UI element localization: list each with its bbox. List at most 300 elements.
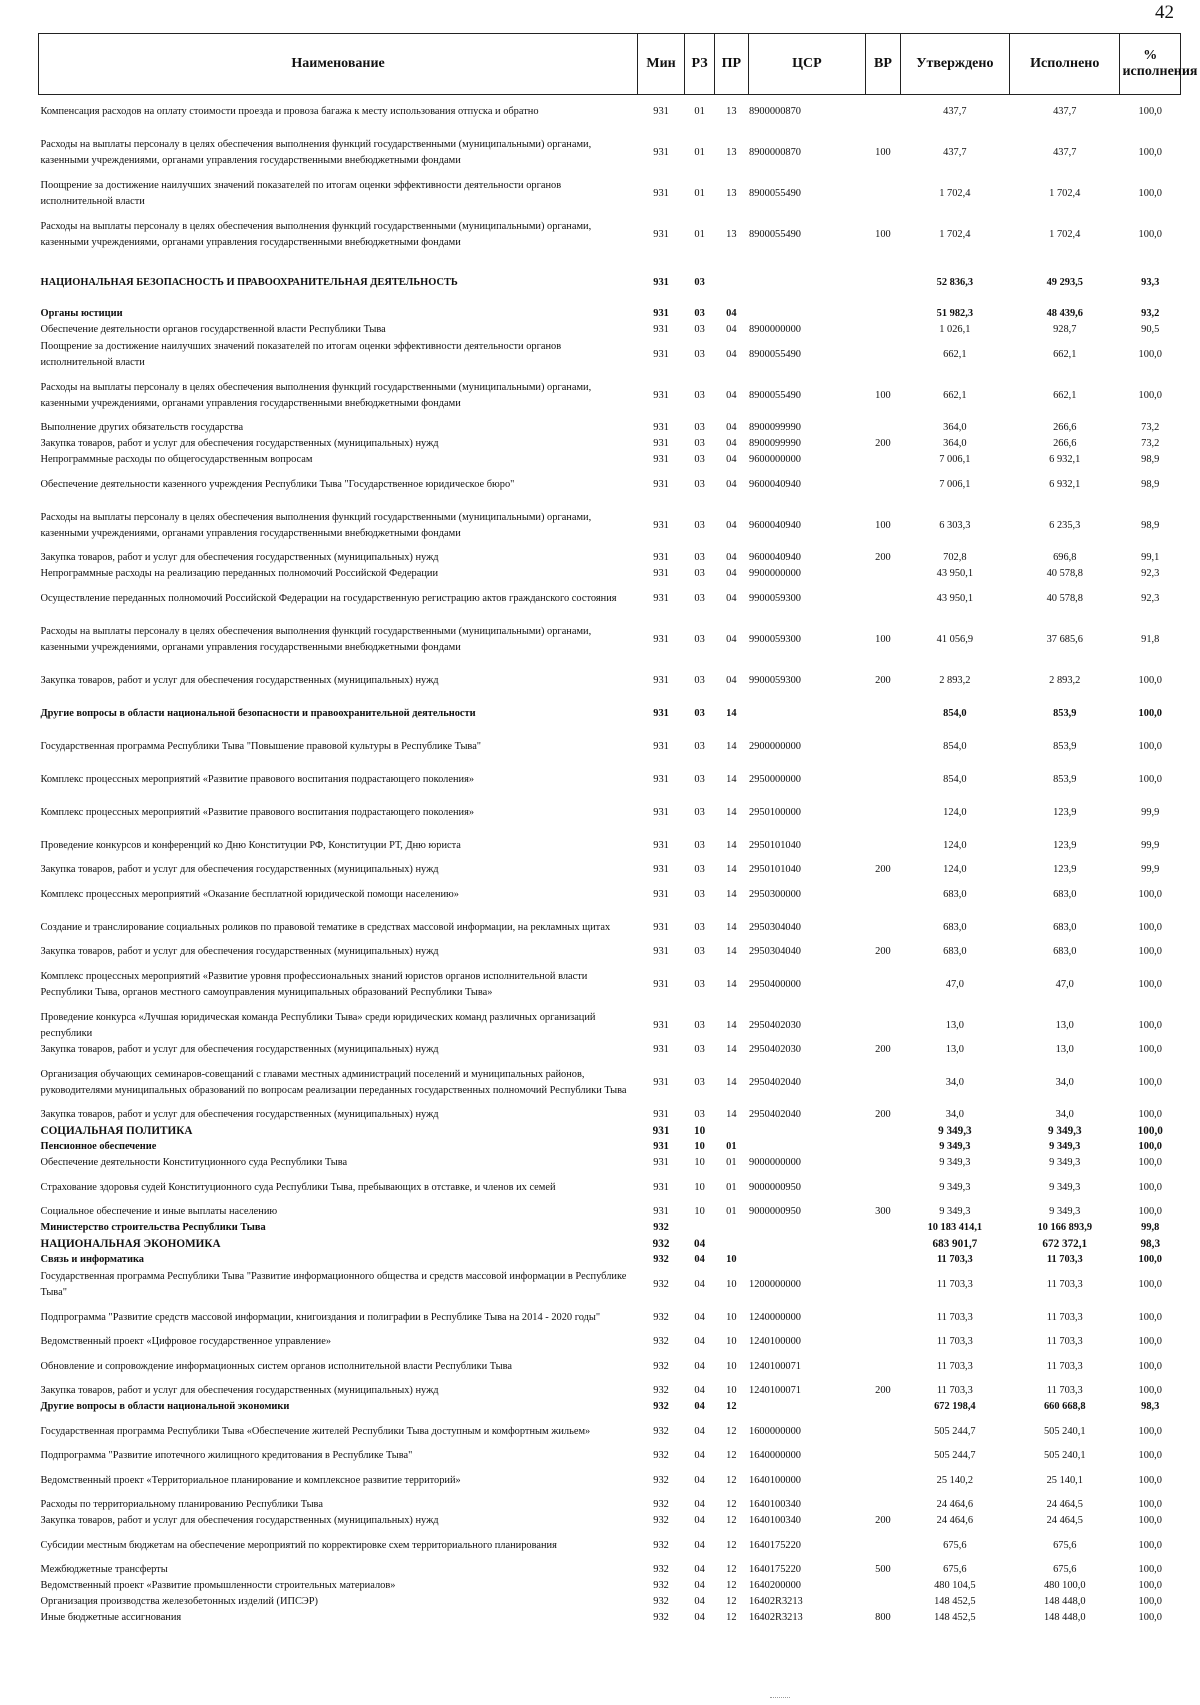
row-approved: 11 703,3 — [936, 1278, 973, 1290]
row-rz: 03 — [694, 674, 705, 686]
row-approved: 11 703,3 — [936, 1360, 973, 1372]
row-approved: 7 006,1 — [939, 454, 971, 465]
row-name: Социальное обеспечение и иные выплаты населению — [40, 1206, 278, 1217]
row-pct: 100,0 — [1138, 1612, 1162, 1623]
row-executed: 11 703,3 — [1046, 1336, 1083, 1347]
row-csr — [748, 1123, 866, 1139]
row-executed: 9 349,3 — [1047, 1125, 1082, 1137]
row-vr — [866, 1155, 900, 1171]
table-row — [39, 615, 1181, 664]
row-csr — [748, 1399, 866, 1415]
row-rz: 03 — [694, 389, 705, 401]
row-name: Создание и транслирование социальных роликов по правовой тематике в средствах массовой информации, на рекламных щитах — [40, 921, 611, 933]
row-approved: 9 349,3 — [939, 1157, 971, 1168]
row-pr — [715, 266, 748, 299]
row-csr: 1640175220 — [749, 1539, 801, 1551]
row-pct: 100,0 — [1138, 1206, 1162, 1217]
row-csr: 9000000000 — [749, 1157, 801, 1168]
row-min: 931 — [653, 228, 669, 240]
row-name: СОЦИАЛЬНАЯ ПОЛИТИКА — [40, 1125, 193, 1137]
row-name: Расходы на выплаты персоналу в целях обеспечения выполнения функций государственными (муниципальными) органами, казенными учреждениями, органами управления государственными внебюджетными фондами — [40, 220, 592, 248]
row-executed: 40 578,8 — [1046, 568, 1083, 579]
row-name: НАЦИОНАЛЬНАЯ ЭКОНОМИКА — [40, 1238, 221, 1250]
row-pct: 99,9 — [1141, 864, 1160, 875]
row-pr: 10 — [726, 1360, 737, 1372]
row-rz: 03 — [694, 773, 705, 785]
row-executed: 9 349,3 — [1049, 1157, 1081, 1168]
row-pr: 12 — [726, 1499, 737, 1510]
row-csr: 1640100340 — [749, 1499, 801, 1510]
row-min: 932 — [653, 1360, 669, 1372]
row-vr — [866, 1301, 900, 1334]
row-csr: 1640200000 — [749, 1580, 801, 1591]
row-vr: 100 — [875, 228, 891, 240]
row-pr: 01 — [726, 1206, 737, 1217]
row-name: Субсидии местным бюджетам на обеспечение мероприятий по корректировке схем территориального планирования — [40, 1539, 557, 1551]
row-approved: 9 349,3 — [939, 1181, 971, 1193]
row-rz: 03 — [694, 1019, 705, 1031]
row-rz: 10 — [694, 1181, 705, 1193]
column-header-approved: Утверждено — [900, 34, 1009, 95]
row-pr: 04 — [726, 454, 737, 465]
table-row — [39, 1155, 1181, 1171]
row-executed: 148 448,0 — [1043, 1612, 1086, 1623]
row-pr: 10 — [726, 1311, 737, 1323]
row-pct: 99,9 — [1141, 839, 1160, 851]
table-row — [39, 1220, 1181, 1236]
row-approved: 1 026,1 — [939, 324, 971, 335]
table-row — [39, 1594, 1181, 1610]
row-pct: 91,8 — [1141, 633, 1160, 645]
table-row — [39, 1448, 1181, 1464]
row-min: 931 — [653, 946, 669, 957]
row-min: 931 — [653, 422, 669, 433]
row-executed: 1 702,4 — [1049, 187, 1081, 199]
row-csr: 8900055490 — [749, 389, 801, 401]
row-min: 931 — [653, 552, 669, 563]
row-pct: 73,2 — [1141, 438, 1160, 449]
row-pct: 98,3 — [1141, 1401, 1160, 1412]
row-pct: 99,8 — [1141, 1222, 1160, 1233]
row-pr: 10 — [726, 1254, 737, 1265]
row-name: Другие вопросы в области национальной безопасности и правоохранительной деятельности — [40, 707, 476, 719]
scan-mark — [770, 1697, 790, 1699]
row-pct: 100,0 — [1138, 105, 1162, 117]
row-name: Расходы на выплаты персоналу в целях обеспечения выполнения функций государственными (муниципальными) органами, казенными учреждениями, органами управления государственными внебюджетными фондами — [40, 625, 592, 653]
row-vr — [866, 566, 900, 582]
row-pr: 12 — [726, 1474, 737, 1486]
row-approved: 47,0 — [945, 978, 964, 990]
row-name: Обновление и сопровождение информационных систем органов исполнительной власти Республики Тыва — [40, 1360, 512, 1372]
row-min: 931 — [653, 187, 669, 199]
row-min: 931 — [653, 1044, 669, 1055]
row-min: 931 — [653, 308, 669, 319]
row-executed: 11 703,3 — [1046, 1385, 1083, 1396]
row-executed: 123,9 — [1053, 864, 1077, 875]
row-pct: 98,9 — [1141, 454, 1160, 465]
row-rz: 04 — [694, 1612, 705, 1623]
row-vr: 200 — [875, 438, 891, 449]
row-pr: 10 — [726, 1385, 737, 1396]
row-approved: 6 303,3 — [939, 519, 971, 531]
row-csr: 8900055490 — [749, 348, 801, 360]
row-pr: 12 — [726, 1564, 737, 1575]
row-pr: 10 — [726, 1336, 737, 1347]
row-approved: 672 198,4 — [934, 1401, 976, 1412]
row-executed: 437,7 — [1053, 146, 1077, 158]
row-approved: 34,0 — [945, 1076, 964, 1088]
row-rz: 03 — [694, 839, 705, 851]
row-executed: 6 932,1 — [1049, 478, 1081, 490]
row-rz: 01 — [694, 228, 705, 240]
row-rz: 04 — [694, 1515, 705, 1526]
row-min: 931 — [653, 674, 669, 686]
row-pr: 14 — [726, 1019, 737, 1031]
row-min: 931 — [653, 592, 669, 604]
table-row — [39, 1562, 1181, 1578]
row-spacer — [39, 259, 1181, 266]
row-executed: 11 703,3 — [1046, 1360, 1083, 1372]
row-pct: 100,0 — [1138, 1515, 1162, 1526]
row-approved: 364,0 — [943, 422, 967, 433]
row-approved: 437,7 — [943, 146, 967, 158]
row-pr: 14 — [726, 978, 737, 990]
row-name: Закупка товаров, работ и услуг для обеспечения государственных (муниципальных) нужд — [40, 438, 439, 449]
row-vr — [866, 1464, 900, 1497]
row-approved: 25 140,2 — [936, 1474, 974, 1486]
table-row — [39, 468, 1181, 501]
row-csr: 2950304040 — [749, 921, 801, 933]
row-pct: 100,0 — [1138, 1076, 1162, 1088]
row-vr — [866, 338, 900, 371]
row-csr: 8900055490 — [749, 228, 801, 240]
table-row — [39, 1610, 1181, 1626]
row-approved: 43 950,1 — [936, 568, 974, 579]
row-pct: 100,0 — [1138, 1278, 1162, 1290]
row-rz: 03 — [694, 276, 705, 288]
table-row — [39, 730, 1181, 763]
row-rz: 03 — [694, 552, 705, 563]
row-pct: 100,0 — [1138, 740, 1162, 752]
row-approved: 854,0 — [943, 773, 967, 785]
row-rz: 01 — [694, 187, 705, 199]
row-vr — [866, 1594, 900, 1610]
row-name: Комплекс процессных мероприятий «Развитие уровня профессиональных знаний юристов органов исполнительной власти Республики Тыва, органов местного самоуправления муниципальных образований Республики Тыва» — [40, 970, 588, 998]
row-min: 932 — [653, 1278, 669, 1290]
row-rz: 03 — [694, 478, 705, 490]
row-csr: 9600040940 — [749, 552, 801, 563]
row-executed: 853,9 — [1053, 740, 1077, 752]
row-min: 931 — [653, 276, 669, 288]
row-name: Органы юстиции — [40, 308, 123, 319]
row-executed: 9 349,3 — [1049, 1141, 1081, 1152]
row-csr: 2950304040 — [749, 946, 801, 957]
row-name: Выполнение других обязательств государства — [40, 422, 244, 433]
row-name: Комплекс процессных мероприятий «Развитие правового воспитания подрастающего поколения» — [40, 806, 475, 818]
table-row — [39, 1497, 1181, 1513]
row-rz: 03 — [694, 454, 705, 465]
row-approved: 662,1 — [943, 348, 967, 360]
row-approved: 11 703,3 — [936, 1311, 973, 1323]
row-rz: 03 — [694, 978, 705, 990]
row-csr — [748, 1236, 866, 1252]
row-pct: 100,0 — [1138, 1385, 1162, 1396]
row-min: 931 — [653, 707, 669, 719]
row-min: 931 — [653, 1157, 669, 1168]
table-row — [39, 796, 1181, 829]
row-executed: 662,1 — [1053, 389, 1077, 401]
table-row — [39, 1236, 1181, 1252]
row-vr — [866, 1334, 900, 1350]
row-executed: 505 240,1 — [1043, 1450, 1086, 1461]
table-row — [39, 1399, 1181, 1415]
row-executed: 13,0 — [1055, 1044, 1074, 1055]
table-row — [39, 128, 1181, 177]
row-approved: 13,0 — [945, 1019, 964, 1031]
row-approved: 11 703,3 — [936, 1385, 973, 1396]
row-executed: 675,6 — [1053, 1564, 1077, 1575]
row-approved: 124,0 — [943, 864, 967, 875]
row-csr: 1240100000 — [749, 1336, 801, 1347]
row-vr: 100 — [875, 519, 891, 531]
table-row — [39, 1301, 1181, 1334]
table-row — [39, 1578, 1181, 1594]
row-min: 931 — [653, 1141, 669, 1152]
row-pct: 100,0 — [1138, 1044, 1162, 1055]
row-pct: 100,0 — [1138, 1360, 1162, 1372]
row-executed: 24 464,5 — [1046, 1499, 1083, 1510]
row-vr: 800 — [875, 1612, 891, 1623]
row-vr — [866, 306, 900, 322]
row-vr: 200 — [875, 864, 891, 875]
row-csr: 9600040940 — [749, 478, 801, 490]
row-min: 931 — [653, 888, 669, 900]
column-header-rz: РЗ — [685, 34, 715, 95]
row-min: 932 — [653, 1254, 669, 1265]
row-vr — [866, 1415, 900, 1448]
row-executed: 480 100,0 — [1043, 1580, 1086, 1591]
row-approved: 11 703,3 — [936, 1336, 973, 1347]
row-name: Расходы по территориальному планированию Республики Тыва — [40, 1499, 323, 1510]
row-name: Страхование здоровья судей Конституционного суда Республики Тыва, пребывающих в отставке, и членов их семей — [40, 1181, 556, 1193]
row-min: 931 — [653, 324, 669, 335]
row-rz: 04 — [694, 1385, 705, 1396]
row-approved: 364,0 — [943, 438, 967, 449]
row-executed: 47,0 — [1055, 978, 1074, 990]
row-rz: 04 — [694, 1238, 706, 1250]
row-pct: 100,0 — [1138, 228, 1162, 240]
row-approved: 854,0 — [943, 740, 967, 752]
row-pct: 100,0 — [1138, 1181, 1162, 1193]
row-pr: 04 — [726, 422, 737, 433]
row-pct: 93,3 — [1141, 276, 1160, 288]
table-row — [39, 436, 1181, 452]
row-name: Закупка товаров, работ и услуг для обеспечения государственных (муниципальных) нужд — [40, 1515, 439, 1526]
row-approved: 124,0 — [943, 806, 967, 818]
row-pct: 100,0 — [1138, 674, 1162, 686]
row-rz: 03 — [694, 633, 705, 645]
row-pr — [715, 1123, 748, 1139]
row-executed: 928,7 — [1053, 324, 1077, 335]
row-rz: 03 — [694, 1076, 705, 1088]
row-pct: 90,5 — [1141, 324, 1160, 335]
row-min: 931 — [653, 1109, 669, 1120]
row-approved: 505 244,7 — [934, 1450, 976, 1461]
row-min: 931 — [653, 1181, 669, 1193]
row-pr: 13 — [726, 146, 737, 158]
row-rz: 04 — [694, 1596, 705, 1607]
row-approved: 480 104,5 — [934, 1580, 976, 1591]
table-row — [39, 1513, 1181, 1529]
row-executed: 148 448,0 — [1043, 1596, 1086, 1607]
row-pct: 100,0 — [1138, 1336, 1162, 1347]
row-approved: 34,0 — [945, 1109, 964, 1120]
row-pr: 14 — [726, 1076, 737, 1088]
row-name: Государственная программа Республики Тыва «Обеспечение жителей Республики Тыва доступным и комфортным жильем» — [40, 1425, 591, 1437]
row-rz: 04 — [694, 1425, 705, 1437]
row-rz: 03 — [694, 1044, 705, 1055]
row-min: 932 — [653, 1612, 669, 1623]
row-min: 931 — [653, 454, 669, 465]
row-csr: 2900000000 — [749, 740, 801, 752]
row-min: 932 — [653, 1311, 669, 1323]
row-rz: 04 — [694, 1401, 705, 1412]
row-pr: 14 — [726, 864, 737, 875]
row-executed: 11 703,3 — [1046, 1254, 1083, 1265]
row-approved: 10 183 414,1 — [927, 1222, 983, 1233]
column-header-name: Наименование — [39, 34, 638, 95]
row-vr — [866, 468, 900, 501]
row-vr: 100 — [875, 633, 891, 645]
row-pct: 100,0 — [1138, 348, 1162, 360]
row-executed: 2 893,2 — [1049, 674, 1081, 686]
table-row — [39, 322, 1181, 338]
row-vr: 300 — [875, 1206, 891, 1217]
row-min: 931 — [653, 1019, 669, 1031]
row-pr: 04 — [726, 552, 737, 563]
row-vr — [866, 829, 900, 862]
row-rz: 03 — [694, 324, 705, 335]
row-rz: 03 — [694, 888, 705, 900]
row-approved: 148 452,5 — [934, 1612, 976, 1623]
row-min: 931 — [653, 146, 669, 158]
row-name: Проведение конкурса «Лучшая юридическая команда Республики Тыва» среди юридических команд различных организаций республики — [40, 1011, 596, 1039]
row-spacer — [39, 299, 1181, 306]
row-approved: 675,6 — [943, 1564, 967, 1575]
table-row — [39, 420, 1181, 436]
row-rz: 04 — [694, 1499, 705, 1510]
row-vr: 200 — [875, 1044, 891, 1055]
row-name: Пенсионное обеспечение — [40, 1141, 157, 1152]
row-name: Связь и информатика — [40, 1254, 144, 1265]
row-vr — [866, 1058, 900, 1107]
row-executed: 660 668,8 — [1043, 1401, 1086, 1412]
row-name: Закупка товаров, работ и услуг для обеспечения государственных (муниципальных) нужд — [40, 1109, 439, 1120]
row-vr — [866, 796, 900, 829]
row-vr — [866, 730, 900, 763]
row-name: Ведомственный проект «Развитие промышленности строительных материалов» — [40, 1580, 396, 1591]
row-vr — [866, 177, 900, 210]
row-vr: 200 — [875, 1109, 891, 1120]
row-rz: 03 — [694, 438, 705, 449]
table-row — [39, 1252, 1181, 1268]
row-rz: 04 — [694, 1254, 705, 1265]
row-pr: 04 — [726, 389, 737, 401]
row-approved: 41 056,9 — [936, 633, 974, 645]
row-pct: 100,0 — [1138, 888, 1162, 900]
row-pct: 100,0 — [1138, 1141, 1162, 1152]
row-vr — [866, 960, 900, 1009]
row-csr: 2950101040 — [749, 839, 801, 851]
table-header — [39, 34, 1198, 95]
row-pct: 100,0 — [1138, 1254, 1162, 1265]
table-row — [39, 452, 1181, 468]
row-pr: 14 — [726, 740, 737, 752]
row-name: Ведомственный проект «Цифровое государственное управление» — [40, 1336, 332, 1347]
table-row — [39, 1107, 1181, 1123]
row-executed: 662,1 — [1053, 348, 1077, 360]
column-header-executed: Исполнено — [1010, 34, 1120, 95]
row-approved: 24 464,6 — [936, 1499, 974, 1510]
table-row — [39, 1350, 1181, 1383]
row-name: Непрограммные расходы на реализацию переданных полномочий Российской Федерации — [40, 568, 439, 579]
row-vr — [866, 1529, 900, 1562]
row-name: Министерство строительства Республики Тыва — [40, 1222, 266, 1233]
row-executed: 9 349,3 — [1049, 1181, 1081, 1193]
row-min: 932 — [653, 1580, 669, 1591]
row-csr: 2950402030 — [749, 1019, 801, 1031]
table-row — [39, 911, 1181, 944]
row-pct: 99,1 — [1141, 552, 1160, 563]
row-name: Организация обучающих семинаров-совещаний с главами местных администраций поселений и муниципальных районов, руководителями муниципальных образований по вопросам реализации переданных государственных полномочий Республики Тыва — [40, 1068, 627, 1096]
row-csr: 2950400000 — [749, 978, 801, 990]
row-rz: 01 — [694, 105, 705, 117]
row-name: Закупка товаров, работ и услуг для обеспечения государственных (муниципальных) нужд — [40, 674, 439, 686]
table-row — [39, 1415, 1181, 1448]
row-executed: 49 293,5 — [1046, 276, 1083, 288]
row-pr: 04 — [726, 568, 737, 579]
row-approved: 683,0 — [943, 888, 967, 900]
row-vr — [866, 1448, 900, 1464]
row-pr: 12 — [726, 1450, 737, 1461]
row-pct: 100,0 — [1138, 921, 1162, 933]
row-pct: 99,9 — [1141, 806, 1160, 818]
row-pr: 14 — [726, 921, 737, 933]
row-name: Обеспечение деятельности казенного учреждения Республики Тыва "Государственное юридическое бюро" — [40, 478, 515, 490]
row-rz: 10 — [694, 1141, 705, 1152]
row-name: Межбюджетные трансферты — [40, 1564, 168, 1575]
row-csr: 1200000000 — [749, 1278, 801, 1290]
row-pct: 92,3 — [1141, 568, 1160, 579]
row-rz: 03 — [694, 308, 705, 319]
row-csr: 9900059300 — [749, 592, 801, 604]
row-pct: 100,0 — [1138, 707, 1162, 719]
row-min: 931 — [653, 389, 669, 401]
row-approved: 683,0 — [943, 921, 967, 933]
row-executed: 6 932,1 — [1049, 454, 1081, 465]
row-pct: 100,0 — [1138, 187, 1162, 199]
row-csr: 1240100071 — [749, 1360, 801, 1372]
table-row — [39, 1139, 1181, 1155]
row-vr: 200 — [875, 674, 891, 686]
row-name: Осуществление переданных полномочий Российской Федерации на государственную регистрацию актов гражданского состояния — [40, 592, 617, 604]
row-approved: 52 836,3 — [936, 276, 974, 288]
table-row — [39, 1204, 1181, 1220]
table-body — [39, 95, 1181, 1627]
row-pr: 01 — [726, 1157, 737, 1168]
row-approved: 675,6 — [943, 1539, 967, 1551]
row-min: 932 — [652, 1238, 670, 1250]
